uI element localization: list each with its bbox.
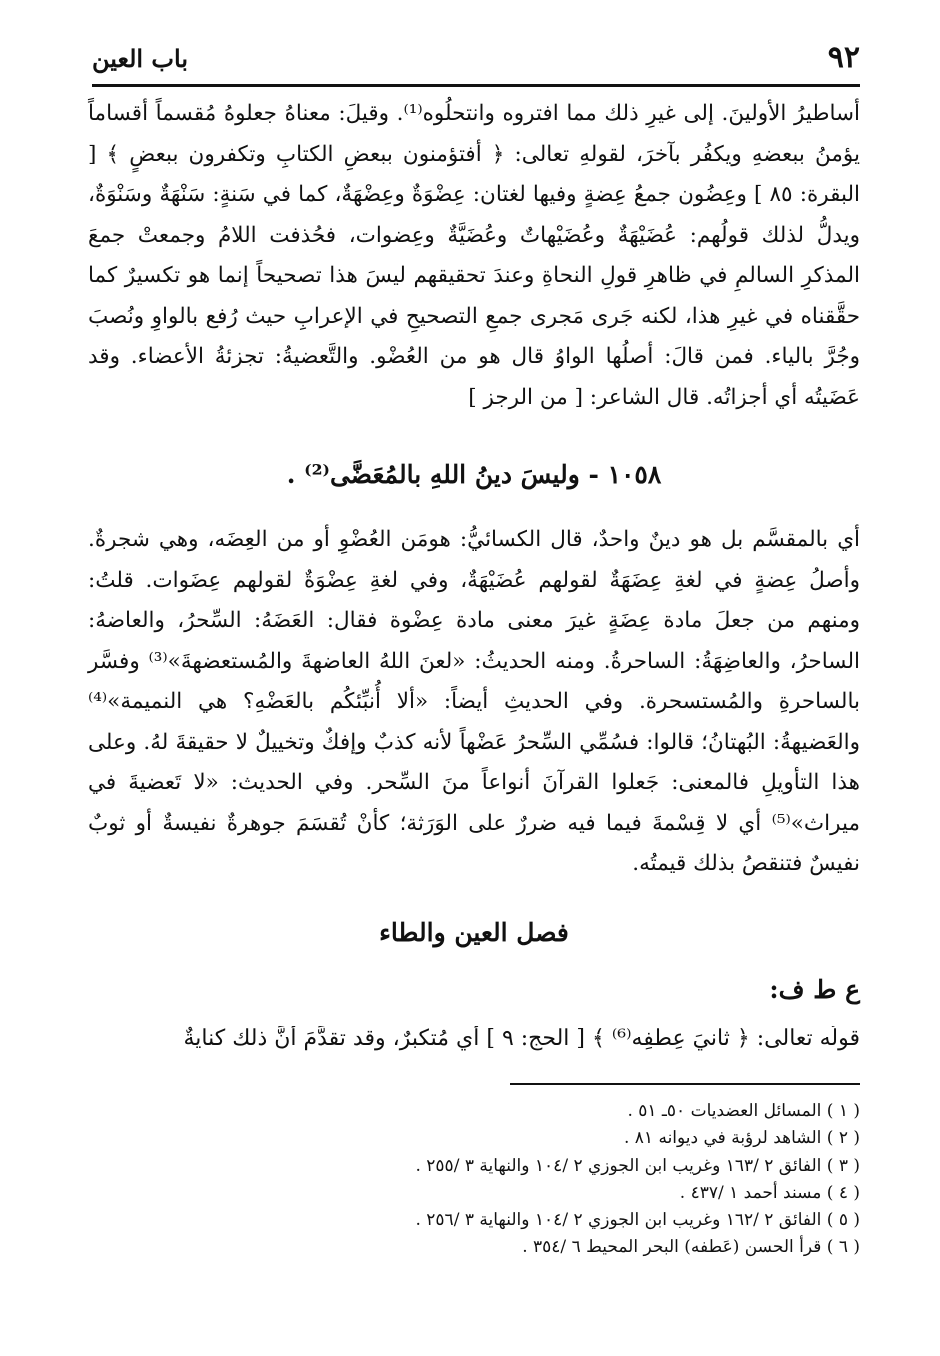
page-header [92, 38, 860, 87]
footnote-item: ( ٦ ) قرأ الحسن (عَطفه) البحر المحيط ٦ /٣٥٤ . [522, 1237, 860, 1258]
poetry-verse: ١٠٥٨ - وليسَ دينُ اللهِ بالمُعَضَّى⁽²⁾ . [286, 460, 662, 489]
footnote-item: ( ٥ ) الفائق ٢ /١٦٢ وغريب ابن الجوزي ٢ /١٠٤ والنهاية ٣ /٢٥٦ . [415, 1210, 860, 1231]
paragraph-2 [88, 520, 860, 885]
paragraph-1 [88, 94, 860, 418]
paragraph-2-text: أي بالمقسَّم بل هو دينٌ واحدٌ، قال الكسائيُّ: هومَن العُضْوِ أو من العِضَه، وهي شجرةٌ. وأصلُ عِضةٍ في لغةِ عِضَهَةٌ لقولهم عُضَيْهَةٌ، وفي لغةِ عِضْوَةٌ لقولهم عِضَوات. قلتُ: ومنهم من جعلَ مادة عِضَةٍ غيرَ معنى مادة عِضْوة فقال: العَضَهُ: السِّحرُ، والعاضهُ: الساحرُ، والعاضِهَةُ: الساحرةُ. ومنه الحديثُ: «لعنَ اللهُ العاضهةَ والمُستعضهةَ»⁽³⁾ وفسَّر بالساحرةِ والمُستسحرة. وفي الحديثِ أيضاً: «ألا أُنبِّئكُم بالعَضْهِ؟ هي النميمة»⁽⁴⁾ والعَضيهةُ: البُهتانُ؛ قالوا: فسُمِّي السِّحرُ عَضْهاً لأنه كذبٌ وإفكٌ وتخييلٌ لا حقيقةَ لهُ. وعلى هذا التأويلِ فالمعنى: جَعلوا القرآنَ أنواعاً منَ السِّحر. وفي الحديث: «لا تَعضيةَ في ميراث»⁽⁵⁾ أي لا قِسْمةَ فيما فيه ضررٌ على الوَرَثة؛ كأنْ تُقسَمَ جوهرةٌ نفيسةٌ أو ثوبٌ نفيسٌ فتنقصُ بذلك قيمتُه. [88, 527, 860, 876]
footnote-item: ( ٢ ) الشاهد لرؤبة في ديوانه ٨١ . [623, 1128, 860, 1149]
entry-text-line: قولُه تعالى: ﴿ ثانيَ عِطفِه⁽⁶⁾ ﴾ [ الحج: ٩ ] أي مُتكبرٌ، وقد تقدَّمَ أنَّ ذلك كنايةٌ [183, 1026, 860, 1051]
footnote-item: ( ١ ) المسائل العضديات ٥٠ـ ٥١ . [627, 1101, 860, 1121]
root-entry-heading: ع ط ف: [769, 975, 860, 1004]
footnote-divider [510, 1083, 860, 1085]
footnote-item: ( ٤ ) مسند أحمد ١ /٤٣٧ . [679, 1182, 860, 1203]
chapter-title: باب العين [92, 44, 189, 73]
paragraph-1-text: أساطيرُ الأولينَ. إلى غيرِ ذلك مما افتروه وانتحلُوه⁽¹⁾. وقيلَ: معناهُ جعلوهُ مُقسماً أقساماً يؤمنُ ببعضهِ ويكفُر بآخرَ، لقولهِ تعالى: ﴿ أفتؤمنون ببعضِ الكتابِ وتكفرون ببعضٍ ﴾ [ البقرة: ٨٥ ] وعِضُون جمعُ عِضةٍ وفيها لغتان: عِضْوَةٌ وعِضْهَةٌ، كما في سَنةٍ: سَنْهَةٌ وسَنْوَةٌ، ويدلُّ لذلك قولُهم: عُضَيْهَةٌ وعُضَيْهاتٌ وعُضَيَّةٌ وعِضوات، فحُذفت اللامُ وجمعتْ جمعَ المذكرِ السالمِ في ظاهرِ قولِ النحاةِ وعندَ تحقيقهم ليسَ هذا تصحيحاً إنما هو تكسيرٌ كما حقَّقناه في غيرِ هذا، لكنه جَرى مَجرى جمعِ التصحيحِ في الإعرابِ حيث رُفع بالواوِ ونُصبَ وجُرَّ بالياء. فمن قالَ: أصلُها الواوُ قال هو من العُضْو. والتَّعضيةُ: تجزئةُ الأعضاء. وقد عَضَيتُه أي أجزاتُه. قال الشاعر: [ من الرجز ] [88, 101, 860, 410]
footnotes-list [88, 1098, 860, 1262]
section-heading: فصل العين والطاء [379, 918, 569, 947]
footnote-item: ( ٣ ) الفائق ٢ /١٦٣ وغريب ابن الجوزي ٢ /١٠٤ والنهاية ٣ /٢٥٥ . [415, 1155, 860, 1176]
page-number: ٩٢ [827, 40, 860, 75]
